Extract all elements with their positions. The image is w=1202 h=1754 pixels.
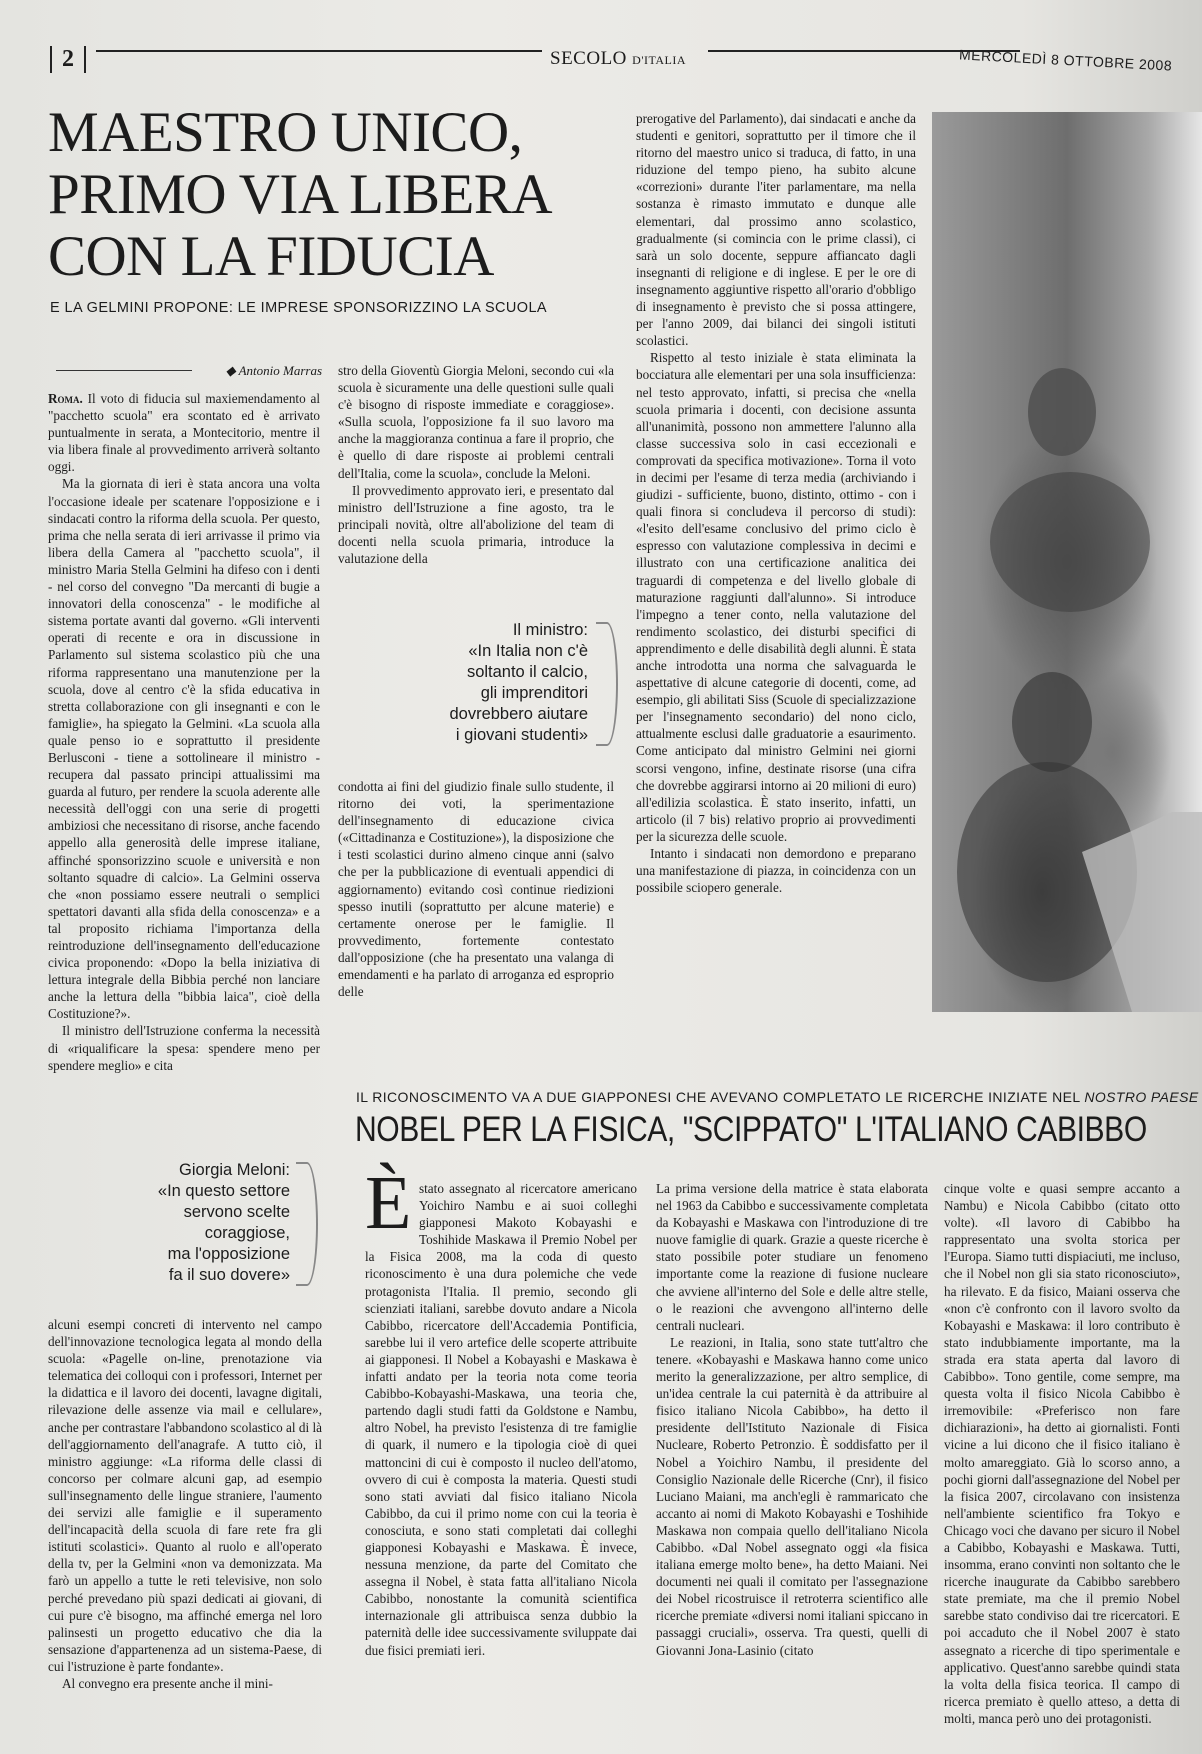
byline-rule [56,370,192,371]
pull-quote-line: dovrebbero aiutare [449,705,588,723]
pull-quote-line: ma l'opposizione [167,1245,290,1263]
body-paragraph: condotta ai fini del giudizio finale sullo studente, il ritorno dei voti, la sperimentazione dell'insegnamento di educazione civica («Cittadinanza e Costituzione»), la disposizione che i testi scolastici durino almeno cinque anni (salvo che per la pubblicazione di eventuali appendici di aggiornamento) evitando così continue riedizioni spesso inutili (soprattutto per alcune materie) e certamente onerose per le famiglie. Il provvedimento, fortemente contestato dall'opposizione (che ha presentato una valanga di emendamenti e ha parlato di arroganza ed esproprio delle [338,779,614,1000]
pull-quote-line: coraggiose, [204,1224,290,1242]
article2-headline: NOBEL PER LA FISICA, "SCIPPATO" L'ITALIANO CABIBBO [355,1110,1147,1149]
article2-kicker [356,1089,1199,1105]
article-column-2-bottom [338,778,614,1006]
body-paragraph: Le reazioni, in Italia, sono state tutt'altro che tenere. «Kobayashi e Maskawa hanno come unico merito la generalizzazione, per altro semplice, di un'idea centrale la cui paternità è da attribuire al fisico italiano Nicola Cabibbo», ha detto il presidente dell'Istituto Nazionale di Fisica Nucleare, Roberto Petronzio. È soddisfatto per il Nobel a Yoichiro Nambu, il presidente del Consiglio Nazionale delle Ricerche (Cnr), il fisico Luciano Maiani, ma anch'egli è rammaricato che accanto ai nomi di Makoto Kobayashi e Toshihide Maskawa non compaia quello dell'italiano Nicola Cabibbo. «Dal Nobel assegnato oggi «la fisica italiana emerge molto bene», ha detto Maiani. Nei documenti nei quali il comitato per l'assegnazione dei Nobel ricostruisce il retroterra scientifico alle ricerche premiate «diversi nomi italiani spiccano in passaggi cruciali», osserva. Tra questi, quelli di Giovanni Jona-Lasinio (citato [656,1334,928,1658]
article-column-3 [636,110,916,1005]
body-paragraph: Il provvedimento approvato ieri, e presentato dal ministro dell'Istruzione a fine agosto, tra le principali novità, oltre all'abolizione del team di docenti nella scuola primaria, introduce la valutazione della [338,482,614,567]
body-paragraph: Rispetto al testo iniziale è stata eliminata la bocciatura alle elementari per una sola insufficienza: nel testo approvato, infatti, si precisa che «nella scuola primaria i docenti, con decisione assunta all'unanimità, possono non ammettere l'alunno alla classe successiva solo in casi eccezionali e comprovati da specifica motivazione». Torna il voto in decimi per l'esame di terza media (archiviando i giudizi - sufficiente, buono, distinto, ottimo - con i quali finora si concludeva il percorso di studi): «l'esito dell'esame conclusivo del primo ciclo è espresso con valutazione complessiva in decimi e illustrato con una certificazione analitica dei traguardi di competenza e del livello globale di maturazione raggiunti dall'alunno». Si introduce l'impegno a tener conto, nella valutazione del rendimento scolastico, dei disturbi specifici di apprendimento e delle disabilità degli alunni. È stata anche introdotta una norma che salvaguarda le aspettative di alcune categorie di docenti, come, ad esempio, gli abilitati Siss (Scuole di specializzazione per l'insegnamento secondario) del nono ciclo, attualmente esclusi dalle graduatorie a esaurimento. Come anticipato dal ministro Gelmini nei giorni scorsi vengono, infine, destinate risorse (una cifra che dovrebbe aggirarsi intorno ai 20 milioni di euro) all'edilizia scolastica. È stato inserito, infatti, un articolo (il 7 bis) relativo proprio ai provvedimenti per la sicurezza delle scuole. [636,350,916,844]
body-text: stato assegnato al ricercatore americano Yoichiro Nambu e ai suoi colleghi giapponesi Makoto Kobayashi e Toshihide Maskawa il Premio Nobel per la Fisica 2008, ma la coda di questo riconoscimento è una dura polemiche che vede protagonista l'Italia. Il premio, secondo gli scienziati italiani, sarebbe dovuto andare a Nicola Cabibbo, ricercatore dell'Accademia Pontificia, sarebbe lui il vero artefice delle scoperte attribuite ai giapponesi. Il Nobel a Kobayashi e Maskawa è infatti andato per la teoria nota come teoria Cabibbo-Kobayashi-Maskawa, una teoria che, partendo dagli studi fatti da Goldstone e Nambu, altro Nobel, ha previsto l'esistenza di tre famiglie di quark, il numero e la tipologia cioè di quei mattoncini di cui è composto il nucleo dell'atomo, ovvero di cui è composta la materia. Questi studi sono stati avviati dal fisico italiano Nicola Cabibbo, da cui il primo nome con cui la teoria è conosciuta, e sono stati completati dai colleghi giapponesi Kobayashi e Maskawa. È invece, nessuna menzione, da parte del Comitato che assegna il Nobel, è stata fatta all'italiano Nicola Cabibbo, nonostante la comunità scientifica internazionale gli attribuisca senza dubbio la paternità delle idee successivamente sviluppate dai due fisici premiati ieri. [365,1181,637,1658]
pull-quote-line: i giovani studenti» [455,726,588,744]
pull-quote-brace [596,622,618,746]
article-byline: ◆ Antonio Marras [225,363,322,378]
headline-line: CON LA FIDUCIA [48,225,494,288]
kicker-text: IL RICONOSCIMENTO VA A DUE GIAPPONESI CHE AVEVANO COMPLETATO LE RICERCHE INIZIATE NEL [356,1089,1085,1105]
pull-quote-line: gli imprenditori [480,684,588,702]
pull-quote-line: Il ministro: [512,621,588,639]
body-paragraph: stro della Gioventù Giorgia Meloni, secondo cui «la scuola è sicuramente una delle questioni sulle quali c'è bisogno di risposte immediate e coraggiose». «Sulla scuola, l'opposizione fa il suo lavoro ma anche la maggioranza continua a fare il proprio, che è quello di dare risposte ai problemi centrali dell'Italia, come la scuola», conclude la Meloni. [338,363,614,481]
lead-paragraph [48,390,320,475]
page-number: 2 [50,46,86,73]
pull-quote-meloni [132,1160,290,1286]
newspaper-name-main: SECOLO [550,48,627,69]
pull-quote-line: fa il suo dovere» [168,1266,290,1284]
article2-column-2 [656,1180,928,1748]
body-paragraph: La prima versione della matrice è stata elaborata nel 1963 da Cabibbo e successivamente completata da Kobayashi e Maskawa con l'introduzione di tre nuove famiglie di quark. Grazie a queste ricerche è stato possibile poter studiare un fenomeno importante come la reazione di fusione nucleare che avviene all'interno del Sole e delle altre stelle, o le reazioni che avvengono all'interno delle centrali nucleari. [656,1181,928,1333]
article-headline [48,102,628,288]
body-paragraph: cinque volte e quasi sempre accanto a Nambu) e Nicola Cabibbo (citato otto volte). «Il lavoro di Cabibbo ha rappresentato una svolta storica per l'Europa. Siamo tutti dispiaciuti, me incluso, che il Nobel non gli sia stato riconosciuto», ha rilevato. E da fisico, Maiani osserva che «non c'è confronto con il lavoro svolto da Kobayashi e Maskawa: il loro contributo è stato indubbiamente importante, ma la strada era stata aperta dal lavoro di Cabibbo». Tono gentile, come sempre, ma questa volta il fisico Nicola Cabibbo è irremovibile: «Preferisco non fare dichiarazioni», ha detto ai giornalisti. Fonti vicine a lui dicono che il fisico italiano è molto amareggiato. Già lo scorso anno, a pochi giorni dall'assegnazione del Nobel per la fisica 2007, circolavano con insistenza nell'ambiente scientifico fra Tokyo e Chicago voci che davano per sicuro il Nobel a Cabibbo, Kobayashi e Maskawa. Tutti, insomma, erano convinti non soltanto che le ricerche inaugurate da Cabibbo sarebbero state premiate, ma che il premio Nobel sarebbe stato condiviso dai tre ricercatori. E poi accaduto che il Nobel 2007 è stato assegnato a ricerche di tipo sperimentale e applicativo. Quest'anno sarebbe quindi stata la volta della fisica teorica. Il campo di ricerca premiato è quello atteso, a detta di molti, manca però uno dei protagonisti. [944,1181,1180,1726]
article-column-1 [48,390,320,1110]
author-name: Antonio Marras [238,363,322,378]
newspaper-name-suffix: D'ITALIA [632,53,687,67]
minister-photo [932,112,1202,1012]
drop-cap: È [365,1161,412,1245]
pull-quote-line: «In Italia non c'è [468,642,588,660]
pull-quote-line: soltanto il calcio, [466,663,588,681]
article-column-2-top [338,362,614,584]
body-paragraph [365,1180,637,1659]
body-paragraph: alcuni esempi concreti di intervento nel campo dell'innovazione tecnologica legata al mondo della scuola: «Pagelle on-line, prenotazione via telematica dei colloqui con i professori, Internet per la didattica e il lavoro dei docenti, lavagne digitali, rilevazione delle assenze via mail e cellulare», anche per contrastare l'abbandono scolastico al di là dell'aggiornamento dell'anagrafe. A tutto ciò, il ministro aggiunge: «La riforma delle classi di concorso per colmare alcuni gap, ad esempio sull'insegnamento delle lingue straniere, l'aumento dei servizi alle famiglie e il superamento dell'incapacità della scuola di fare rete fra gli istituti scolastici». Quanto al ruolo e all'operato della tv, per la Gelmini «non va demonizzata. Ma farò un appello a tutte le reti televisive, non solo perché prevedano più spazi dedicati ai giovani, di cui pure c'è bisogno, ma affinché emerga nel loro palinsesti un progetto educativo che dia la sensazione d'appartenenza ad un sistema-Paese, di cui l'istruzione è parte fondante». [48,1317,322,1674]
lead-text: Il voto di fiducia sul maxiemendamento al "pacchetto scuola" era scontato ed è arrivato puntualmente in serata, a Montecitorio, mentre il via libera finale al provvedimento arriverà soltanto oggi. [48,391,320,475]
headline-line: PRIMO VIA LIBERA [48,163,552,226]
article-column-1-bottom [48,1316,322,1748]
dateline: Roma. [48,391,83,406]
pull-quote-line: «In questo settore [157,1182,290,1200]
headline-line: MAESTRO UNICO, [48,101,523,164]
body-paragraph: Il ministro dell'Istruzione conferma la necessità di «riqualificare la spesa: spendere meno per spendere meglio» e cita [48,1023,320,1073]
pull-quote-brace [296,1162,318,1286]
body-paragraph: Intanto i sindacati non demordono e preparano una manifestazione di piazza, in coincidenza con un possibile sciopero generale. [636,846,916,896]
body-paragraph: Ma la giornata di ieri è stata ancora una volta l'occasione ideale per scatenare l'opposizione e i sindacati contro la riforma della scuola. Per questo, prima che nella serata di ieri arrivasse il primo via libera della Camera al "pacchetto scuola", il ministro Maria Stella Gelmini ha difeso con i denti - nel corso del convegno "Da mercanti di bugie a innovatori della conoscenza" - le modifiche al sistema portate avanti dal governo. «Gli interventi operati di recente e ora in discussione in Parlamento sul sistema scolastico più che una riforma rappresentano una manutenzione per la scuola, dove al centro c'è la sfida educativa in stretta collaborazione con gli insegnanti e con le famiglie», ha spiegato la Gelmini. «La scuola alla quale penso io e soprattutto il presidente Berlusconi - tiene a sottolineare il ministro - recupera dal passato principi attualissimi ma guarda al futuro, per rendere la scuola aderente alle necessità dell'oggi con una serie di progetti ambiziosi che necessitano di risorse, anche facendo appello alla generosità delle imprese italiane, affinché sponsorizzino scuole e università e non soltanto squadre di calcio». La Gelmini osserva che «non possiamo essere neutrali o semplici spettatori davanti alla sfida della conoscenza» e a tal proposito richiama l'importanza della reintroduzione dell'insegnamento dell'educazione civica proponendo: «Dopo la bella iniziativa di lettura integrale della Bibbia perché non lanciare anche la lettura della "bibbia laica", cioè della Costituzione?». [48,476,320,1022]
newspaper-name [550,48,686,70]
kicker-italic: NOSTRO PAESE [1084,1089,1199,1105]
article2-column-1 [365,1180,637,1748]
article-subhead: E LA GELMINI PROPONE: LE IMPRESE SPONSORIZZINO LA SCUOLA [50,300,547,316]
pull-quote-line: Giorgia Meloni: [179,1161,290,1179]
issue-date: MERCOLEDÌ 8 OTTOBRE 2008 [958,46,1173,74]
pull-quote-line: servono scelte [183,1203,290,1221]
header-rule-left [96,50,542,52]
drop-cap-space [365,1180,419,1246]
article2-column-3 [944,1180,1180,1748]
body-paragraph: prerogative del Parlamento), dai sindacati e anche da studenti e genitori, soprattutto per il timore che il ritorno del maestro unico si traduca, di fatto, in una riduzione del tempo pieno, ha subito alcune «correzioni» durante l'iter parlamentare, ma nella sostanza è rimasto immutato e dunque alle elementari, dal prossimo anno scolastico, gradualmente (si comincia con le prime classi), ci sarà un solo docente, seppure affiancato dagli insegnanti di religione e di inglese. E per le ore di insegnamento aggiuntive rispetto all'orario d'obbligo di insegnamento è previsto che si possa attingere, per l'anno 2009, dai bilanci dei singoli istituti scolastici. [636,111,916,349]
page-header [50,46,1182,76]
photo-shapes [932,112,1202,1012]
body-paragraph: Al convegno era presente anche il mini- [62,1675,273,1691]
pull-quote-minister [380,620,588,746]
